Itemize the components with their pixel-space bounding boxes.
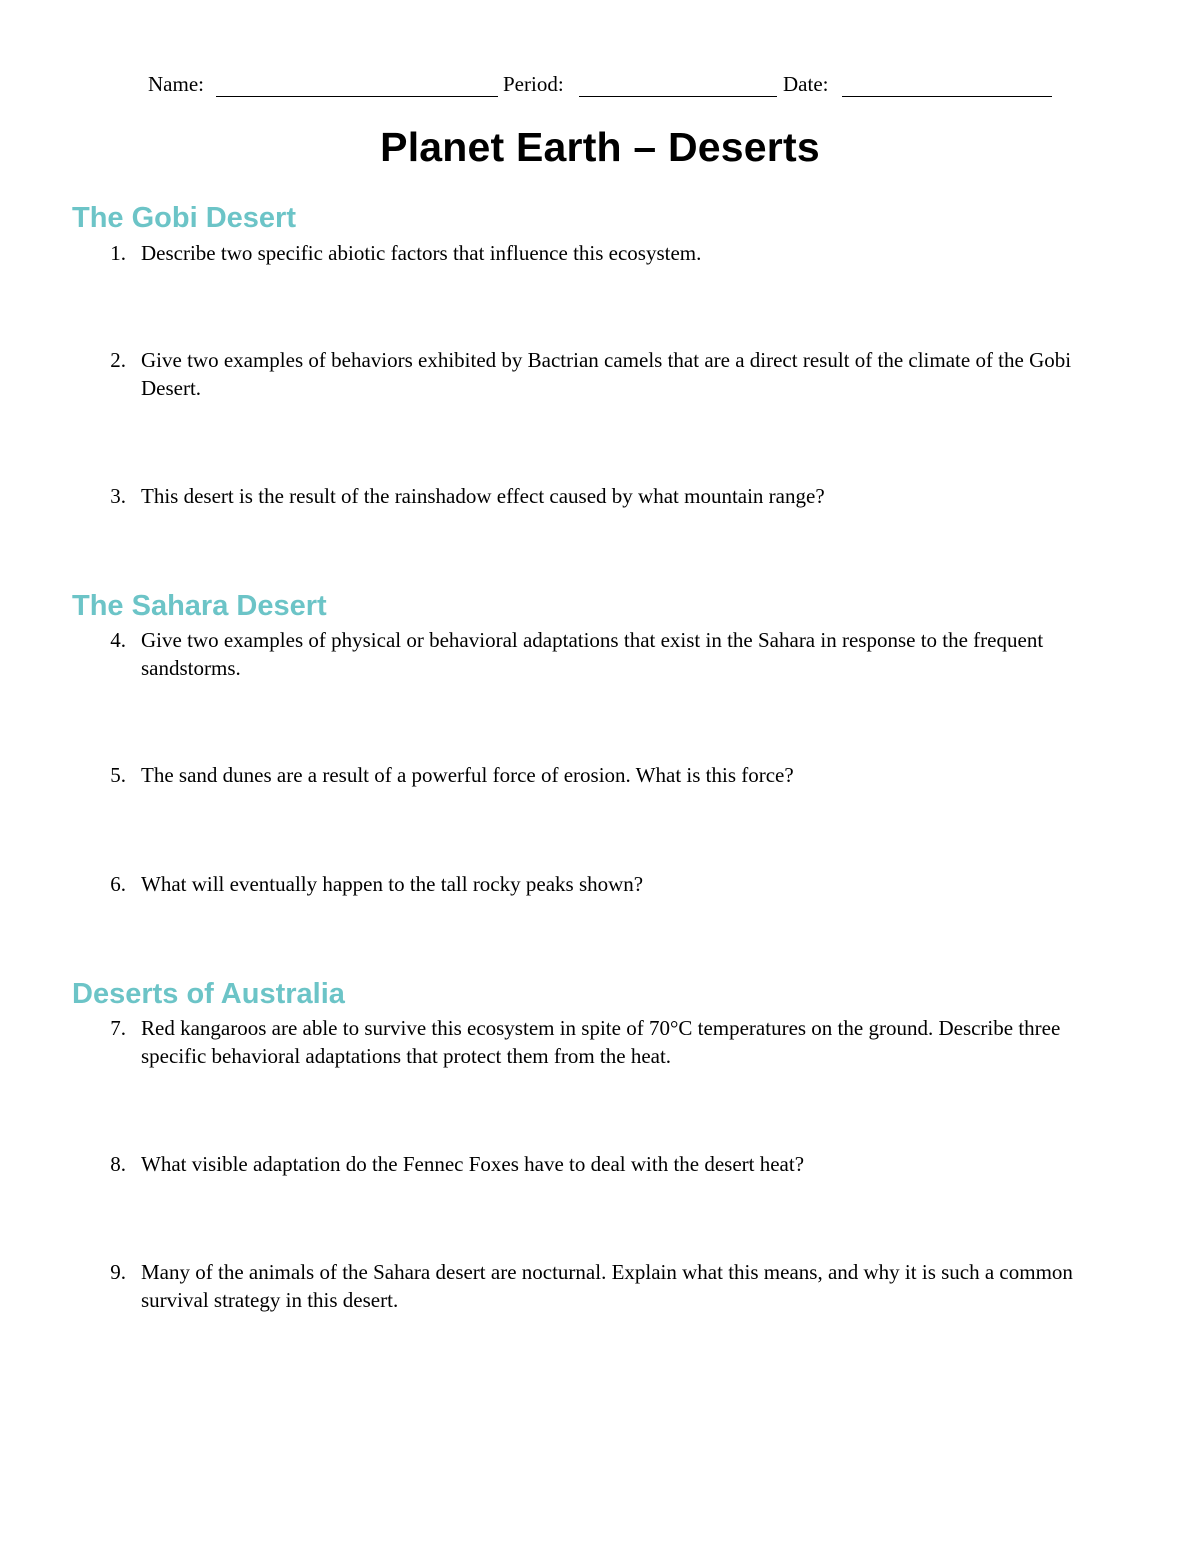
question-item <box>104 1014 1124 1070</box>
question-number: 3. <box>110 484 126 508</box>
question-item <box>104 870 1124 898</box>
question-number: 6. <box>110 872 126 896</box>
question-item <box>104 482 1124 510</box>
section-heading-sahara: The Sahara Desert <box>72 590 327 622</box>
question-text: Red kangaroos are able to survive this ecosystem in spite of 70°C temperatures on the ground. Describe three specific behavioral adaptations that protect them from the heat. <box>141 1016 1061 1068</box>
question-text: What will eventually happen to the tall rocky peaks shown? <box>141 872 644 896</box>
question-text: Give two examples of behaviors exhibited by Bactrian camels that are a direct result of the climate of the Gobi Desert. <box>141 348 1072 400</box>
question-text: Many of the animals of the Sahara desert are nocturnal. Explain what this means, and why it is such a common survival strategy in this desert. <box>141 1260 1073 1312</box>
section-heading-gobi: The Gobi Desert <box>72 202 296 234</box>
student-info-header <box>148 72 1058 102</box>
question-number: 1. <box>110 241 126 265</box>
question-item <box>104 761 1124 789</box>
question-number: 2. <box>110 348 126 372</box>
question-item <box>104 1150 1124 1178</box>
date-label: Date: <box>783 72 829 96</box>
question-text: Describe two specific abiotic factors that influence this ecosystem. <box>141 241 702 265</box>
name-label: Name: <box>148 72 204 96</box>
question-item <box>104 1258 1124 1314</box>
name-blank[interactable] <box>216 96 498 97</box>
question-number: 9. <box>110 1260 126 1284</box>
period-label: Period: <box>503 72 564 96</box>
question-text: What visible adaptation do the Fennec Foxes have to deal with the desert heat? <box>141 1152 805 1176</box>
period-blank[interactable] <box>579 96 777 97</box>
question-text: The sand dunes are a result of a powerful force of erosion. What is this force? <box>141 763 794 787</box>
page-title: Planet Earth – Deserts <box>380 124 820 170</box>
question-number: 4. <box>110 628 126 652</box>
question-item <box>104 346 1124 402</box>
question-number: 5. <box>110 763 126 787</box>
question-text: Give two examples of physical or behavioral adaptations that exist in the Sahara in response to the frequent sandstorms. <box>141 628 1044 680</box>
question-number: 8. <box>110 1152 126 1176</box>
question-text: This desert is the result of the rainshadow effect caused by what mountain range? <box>141 484 825 508</box>
question-number: 7. <box>110 1016 126 1040</box>
question-item <box>104 239 1124 267</box>
date-blank[interactable] <box>842 96 1052 97</box>
section-heading-australia: Deserts of Australia <box>72 978 345 1010</box>
question-item <box>104 626 1124 682</box>
